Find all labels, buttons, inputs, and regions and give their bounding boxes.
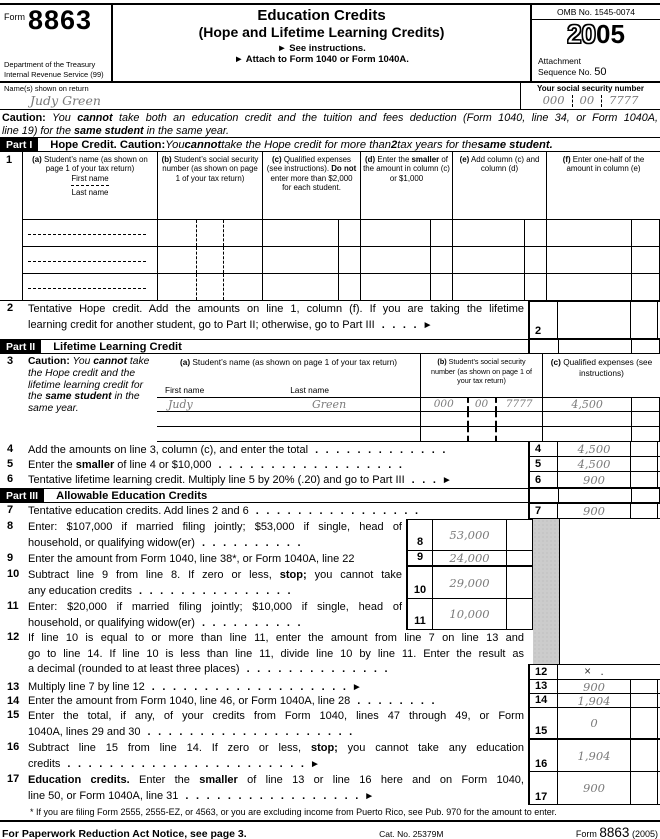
name-label: Name(s) shown on return bbox=[4, 84, 89, 93]
line-9-number: 9 bbox=[7, 552, 14, 564]
col-d-header: (d) Enter the smaller of the amount in column (c) or $1,000 bbox=[360, 152, 452, 220]
part1-bar bbox=[0, 137, 660, 152]
line-11-number: 11 bbox=[7, 600, 19, 612]
line-6-cents-box[interactable] bbox=[630, 472, 658, 487]
line-12-box-group bbox=[528, 664, 660, 680]
arrow-right-icon: ► bbox=[422, 319, 433, 331]
part3-bar-cells bbox=[528, 489, 660, 502]
name-fill-line bbox=[28, 261, 146, 262]
arrow-right-icon: ► bbox=[309, 758, 320, 770]
line-11-text: Enter: $20,000 if married filing jointly; $10,000 if single, head of household, or qualifying widow(er) . . . . . . . . . . bbox=[28, 601, 402, 629]
ssn-field[interactable] bbox=[420, 427, 542, 441]
line-13-box-number: 13 bbox=[528, 680, 558, 693]
tax-year bbox=[532, 20, 660, 48]
line-13-box-group bbox=[528, 680, 660, 694]
expenses-field[interactable]: 4,500 bbox=[571, 397, 603, 411]
paperwork-notice: For Paperwork Reduction Act Notice, see page 3. bbox=[2, 828, 247, 839]
line-8-cents-box[interactable] bbox=[506, 520, 533, 550]
line-10-box-number: 10 bbox=[406, 567, 433, 598]
part1-heading: Hope Credit. Caution: You cannot take the Hope credit for more than 2 tax years for the same student. bbox=[50, 138, 553, 151]
line-4-box-group bbox=[528, 442, 660, 457]
line-10-number: 10 bbox=[7, 568, 20, 580]
form-header bbox=[0, 3, 660, 83]
line-7-text: Tentative education credits. Add lines 2 and 6 . . . . . . . . . . . . . . . . bbox=[28, 505, 419, 517]
name-field[interactable]: Judy Green bbox=[30, 93, 101, 108]
cents-cell[interactable] bbox=[631, 427, 660, 441]
caution-line2: line 19) for the same student in the same year. bbox=[2, 125, 230, 137]
form-footer bbox=[0, 820, 660, 839]
tax-year-suffix: 05 bbox=[596, 19, 625, 49]
cents-cell[interactable] bbox=[631, 220, 660, 247]
half-e-cell[interactable] bbox=[546, 247, 631, 274]
line-17-text: Education credits. Enter the smaller of line 13 or line 16 here and on Form 1040, line 50, or Form 1040A, line 31 . . . . . . . . . . . . . . . . . ► bbox=[28, 774, 524, 802]
first-name-field[interactable] bbox=[157, 412, 302, 426]
p2-row-1 bbox=[157, 397, 660, 412]
cents-cell[interactable] bbox=[430, 247, 452, 274]
ssn-part1[interactable]: 000 bbox=[542, 93, 565, 107]
line-9-box-group bbox=[406, 551, 533, 567]
line-14-box-group bbox=[528, 694, 660, 708]
cents-cell[interactable] bbox=[338, 247, 360, 274]
dot-leader: . . . . . . . . . . . . . . . bbox=[138, 584, 291, 597]
line-15-amount-box[interactable]: 0 bbox=[590, 716, 598, 730]
expenses-field[interactable] bbox=[543, 412, 631, 426]
cents-cell[interactable] bbox=[524, 247, 546, 274]
cents-cell[interactable] bbox=[338, 274, 360, 301]
name-row bbox=[0, 83, 660, 110]
p2-col-b-header: (b) Student’s social security number (as shown on page 1 of your tax return) bbox=[420, 354, 542, 397]
dot-leader: . . . . . . . . . . . . . . . . . . bbox=[218, 459, 402, 471]
p2-col-a-header: (a) Student’s name (as shown on page 1 of your tax return) First name Last name bbox=[165, 357, 398, 396]
form-word: Form bbox=[4, 12, 25, 22]
line-17-box-group bbox=[528, 772, 660, 805]
omb-number: OMB No. 1545-0074 bbox=[532, 5, 660, 20]
cents-cell[interactable] bbox=[430, 220, 452, 247]
line-15-row bbox=[0, 708, 660, 740]
cents-cell[interactable] bbox=[338, 220, 360, 247]
line-11-amount-box[interactable]: 10,000 bbox=[449, 607, 490, 621]
line-2-amount-box[interactable] bbox=[558, 302, 630, 338]
line-4-box-number: 4 bbox=[528, 442, 558, 456]
line-10-cents-box[interactable] bbox=[506, 567, 533, 598]
qualified-expenses-cell[interactable] bbox=[262, 274, 338, 301]
line-11-box-group bbox=[406, 599, 533, 630]
line-3-number: 3 bbox=[7, 355, 14, 367]
line-14-cents-box[interactable] bbox=[630, 694, 658, 707]
line-10-amount-box[interactable]: 29,000 bbox=[449, 575, 490, 590]
line-8-text: Enter: $107,000 if married filing jointly; $53,000 if single, head of household, or qualifying widow(er) . . . . . . . . . . bbox=[28, 521, 402, 549]
student-ssn-cell[interactable] bbox=[157, 247, 262, 274]
line-6-amount-box[interactable]: 900 bbox=[583, 472, 605, 487]
line-8-number: 8 bbox=[7, 520, 14, 532]
name-fill-line bbox=[28, 234, 146, 235]
cents-cell[interactable] bbox=[524, 220, 546, 247]
smaller-amount-cell[interactable] bbox=[360, 274, 430, 301]
line-17-box-number: 17 bbox=[528, 772, 558, 804]
line-16-amount-box[interactable]: 1,904 bbox=[577, 748, 611, 763]
qualified-expenses-cell[interactable] bbox=[262, 247, 338, 274]
line-12-text: If line 10 is equal to or more than line 11, enter the amount from line 7 on line 13 and go to line 14. If line 10 is less than line 11, divide line 10 by line 11. Enter the result as a decimal (rounded to at least three places) . . . . . . . . . . . . . . bbox=[28, 632, 524, 675]
line-14-amount-box[interactable]: 1,904 bbox=[577, 693, 611, 708]
line-3-caution: Caution: You cannot take the Hope credit and the lifetime learning credit for the same student in the same year. bbox=[28, 356, 150, 415]
col-a-header: (a) Student’s name (as shown on page 1 of your tax return) First name Last name bbox=[22, 152, 157, 220]
line-13-number: 13 bbox=[7, 681, 20, 693]
line-12-row bbox=[0, 630, 660, 680]
line-6-box-number: 6 bbox=[528, 472, 558, 487]
ssn-label: Your social security number bbox=[537, 84, 644, 93]
part2-label: Part II bbox=[0, 340, 41, 353]
line-2-number: 2 bbox=[7, 302, 14, 314]
line-8-row bbox=[0, 519, 660, 551]
line-2-row bbox=[0, 301, 660, 339]
line-4-cents-box[interactable] bbox=[630, 442, 658, 456]
line-17-number: 17 bbox=[7, 773, 20, 785]
p2-row-3 bbox=[157, 426, 660, 441]
line-17-amount-box[interactable]: 900 bbox=[583, 781, 605, 795]
line-11-box-number: 11 bbox=[406, 599, 433, 629]
smaller-amount-cell[interactable] bbox=[360, 220, 430, 247]
line-7-box-group bbox=[528, 503, 660, 519]
form-subtitle: (Hope and Lifetime Learning Credits) bbox=[198, 24, 445, 41]
footer-form-id: Form 8863 (2005) bbox=[575, 825, 658, 839]
line-15-text: Enter the total, if any, of your credits from Form 1040, lines 47 through 49, or Form 1040A, lines 29 and 30 . . . . . . . . . . . . . . . . . . . . bbox=[28, 710, 524, 738]
ssn-field[interactable] bbox=[521, 93, 660, 109]
line-2-box-number: 2 bbox=[528, 302, 558, 338]
part1-label: Part I bbox=[0, 138, 38, 151]
sequence-number: 50 bbox=[594, 66, 607, 79]
dot-leader: . . . . . . . . bbox=[357, 695, 435, 707]
line-4-row bbox=[0, 442, 660, 457]
dot-leader: . . . . . . . . . . . . . . . . bbox=[255, 505, 419, 517]
puerto-rico-footnote: * If you are filing Form 2555, 2555-EZ, or 4563, or you are excluding income from Puerto Rico, see Pub. 970 for the amount to enter. bbox=[30, 807, 557, 817]
sum-cd-cell[interactable] bbox=[452, 220, 524, 247]
line-2-cents-box[interactable] bbox=[630, 302, 658, 338]
line-15-number: 15 bbox=[7, 709, 20, 721]
part3-label: Part III bbox=[0, 489, 44, 502]
dot-leader: . . . bbox=[411, 474, 436, 486]
part3-heading: Allowable Education Credits bbox=[56, 489, 208, 502]
cents-cell[interactable] bbox=[631, 274, 660, 301]
sequence-label: Sequence No. bbox=[538, 67, 592, 78]
line-6-text: Tentative lifetime learning credit. Multiply line 5 by 20% (.20) and go to Part III . . . ► bbox=[28, 474, 452, 486]
line-13-amount-box[interactable]: 900 bbox=[583, 679, 605, 694]
ssn-part3[interactable]: 7777 bbox=[609, 93, 639, 107]
line-15-box-number: 15 bbox=[528, 708, 558, 738]
line-5-number: 5 bbox=[7, 458, 14, 470]
smaller-amount-cell[interactable] bbox=[360, 247, 430, 274]
line-14-box-number: 14 bbox=[528, 694, 558, 707]
student-ssn-cell[interactable] bbox=[157, 220, 262, 247]
line-8-box-number: 8 bbox=[406, 520, 433, 550]
sum-cd-cell[interactable] bbox=[452, 247, 524, 274]
p2-col-c-header: (c) Qualified expenses (see instructions) bbox=[542, 354, 660, 397]
line-9-text: Enter the amount from Form 1040, line 38*, or Form 1040A, line 22 bbox=[28, 553, 355, 565]
line-15-box-group bbox=[528, 708, 660, 740]
dot-leader: . . . . . . . . . . . . . . . . . . . . bbox=[147, 725, 353, 738]
line-14-text: Enter the amount from Form 1040, line 46, or Form 1040A, line 28 . . . . . . . . bbox=[28, 695, 435, 707]
part2-bar bbox=[0, 339, 660, 354]
lifetime-learning-section bbox=[0, 354, 660, 442]
line-12-decimal-box[interactable]: × . bbox=[584, 666, 604, 678]
main-caution bbox=[0, 110, 660, 137]
line-5-text: Enter the smaller of line 4 or $10,000 . . . . . . . . . . . . . . . . . . bbox=[28, 459, 402, 471]
sum-cd-cell[interactable] bbox=[452, 274, 524, 301]
first-name-label: First name bbox=[71, 173, 109, 183]
line-15-cents-box[interactable] bbox=[630, 708, 658, 738]
student-ssn-cell[interactable] bbox=[157, 274, 262, 301]
last-name-label: Last name bbox=[71, 188, 109, 198]
student-name-cell[interactable] bbox=[22, 220, 157, 247]
line-5-cents-box[interactable] bbox=[630, 457, 658, 471]
line-10-box-group bbox=[406, 567, 533, 599]
line-16-cents-box[interactable] bbox=[630, 740, 658, 771]
shaded-column bbox=[533, 519, 560, 664]
expenses-field[interactable] bbox=[543, 427, 631, 441]
line-7-number: 7 bbox=[7, 504, 14, 516]
form-title-block bbox=[113, 5, 530, 81]
see-instructions-note: ► See instructions. bbox=[277, 43, 366, 55]
line-8-box-group bbox=[406, 519, 533, 551]
half-e-cell[interactable] bbox=[546, 220, 631, 247]
ssn-part2[interactable]: 00 bbox=[579, 93, 595, 107]
arrow-right-icon: ► bbox=[364, 790, 375, 802]
cents-cell[interactable] bbox=[430, 274, 452, 301]
first-name-label: First name bbox=[165, 385, 205, 396]
line-13-text: Multiply line 7 by line 12 . . . . . . . . . . . . . . . . . . . ► bbox=[28, 681, 362, 693]
ssn-field[interactable]: 000 00 7777 bbox=[420, 398, 542, 412]
attach-note: ► Attach to Form 1040 or Form 1040A. bbox=[234, 54, 409, 66]
line-9-box-number: 9 bbox=[406, 551, 433, 565]
line-17-cents-box[interactable] bbox=[630, 772, 658, 804]
dot-leader: . . . . . . . . . . . . . bbox=[315, 444, 446, 456]
col-b-header: (b) Student’s social security number (as shown on page 1 of your tax return) bbox=[157, 152, 262, 220]
part3-bar bbox=[0, 488, 660, 503]
line-5-row bbox=[0, 457, 660, 472]
line-5-box-number: 5 bbox=[528, 457, 558, 471]
student-name-cell[interactable] bbox=[22, 247, 157, 274]
arrow-right-icon: ► bbox=[441, 475, 452, 486]
hope-credit-table bbox=[0, 152, 660, 301]
line-7-amount-box[interactable]: 900 bbox=[583, 504, 605, 518]
dot-leader: . . . . . . . . . . . . . . bbox=[246, 663, 388, 675]
line-9-amount-box[interactable]: 24,000 bbox=[449, 551, 490, 565]
arrow-right-icon: ► bbox=[351, 682, 362, 693]
line-7-cents-box[interactable] bbox=[630, 504, 658, 518]
form-number: 8863 bbox=[28, 5, 93, 35]
student-name-cell[interactable] bbox=[22, 274, 157, 301]
lifetime-learning-table bbox=[157, 354, 660, 442]
line-13-row bbox=[0, 680, 660, 694]
qualified-expenses-cell[interactable] bbox=[262, 220, 338, 247]
cents-cell[interactable] bbox=[631, 398, 660, 412]
tax-year-prefix: 20 bbox=[567, 19, 596, 49]
col-c-header: (c) Qualified expenses (see instructions). Do not enter more than $2,000 for each student. bbox=[262, 152, 360, 220]
col-f-header: (f) Enter one-half of the amount in column (e) bbox=[546, 152, 660, 220]
ssn-separator bbox=[572, 95, 573, 107]
last-name-field[interactable]: Green bbox=[312, 397, 347, 411]
line-14-number: 14 bbox=[7, 695, 20, 707]
dot-leader: . . . . . . . . . . . . . . . . . . . bbox=[151, 681, 346, 693]
line-10-row bbox=[0, 567, 660, 599]
first-name-field[interactable] bbox=[157, 427, 302, 441]
line-12-box-number: 12 bbox=[528, 665, 558, 679]
cents-cell[interactable] bbox=[631, 247, 660, 274]
line1-number: 1 bbox=[0, 152, 22, 301]
dot-leader: . . . . . . . . . . . . . . . . . bbox=[185, 789, 359, 802]
ssn-box bbox=[520, 83, 660, 109]
line-11-row bbox=[0, 599, 660, 630]
line-9-cents-box[interactable] bbox=[506, 551, 533, 565]
form-number-block bbox=[0, 5, 113, 81]
department-line2: Internal Revenue Service (99) bbox=[4, 69, 104, 79]
line-4-text: Add the amounts on line 3, column (c), and enter the total . . . . . . . . . . . . . bbox=[28, 444, 446, 456]
line-7-row bbox=[0, 503, 660, 519]
line-16-row bbox=[0, 740, 660, 772]
phaseout-block bbox=[0, 519, 660, 680]
line-11-cents-box[interactable] bbox=[506, 599, 533, 629]
line-5-box-group bbox=[528, 457, 660, 472]
part2-heading: Lifetime Learning Credit bbox=[53, 340, 182, 353]
first-name-field[interactable]: Judy bbox=[168, 397, 193, 411]
omb-block bbox=[530, 5, 660, 81]
line-6-box-group bbox=[528, 472, 660, 488]
line-6-number: 6 bbox=[7, 473, 14, 485]
cents-cell[interactable] bbox=[631, 412, 660, 426]
half-e-cell[interactable] bbox=[546, 274, 631, 301]
dot-leader: . . . . . . . . . . bbox=[201, 536, 301, 549]
line-16-text: Subtract line 15 from line 14. If zero or less, stop; you cannot take any education credits . . . . . . . . . . . . . . . . . . . . . . . ► bbox=[28, 742, 524, 770]
form-title: Education Credits bbox=[257, 7, 386, 24]
line-5-amount-box[interactable]: 4,500 bbox=[577, 457, 611, 471]
line-2-text: Tentative Hope credit. Add the amounts on line 1, column (f). If you are taking the lifetime learning credit for another student, go to Part II; otherwise, go to Part III . . . . ► bbox=[28, 303, 524, 331]
line-14-row bbox=[0, 694, 660, 708]
p2-row-2 bbox=[157, 411, 660, 426]
name-divider-dash bbox=[71, 185, 109, 186]
dot-leader: . . . . . . . . . . . . . . . . . . . . . . . bbox=[67, 757, 304, 770]
dot-leader: . . . . . . . . . . bbox=[201, 616, 301, 629]
line-8-amount-box[interactable]: 53,000 bbox=[449, 528, 490, 542]
col-e-header: (e) Add column (c) and column (d) bbox=[452, 152, 546, 220]
last-name-field[interactable] bbox=[302, 412, 420, 426]
caution-line1: Caution: You cannot take both an education credit and the tuition and fees deduction (Form 1040, line 34, or Form 1040A, bbox=[2, 112, 658, 124]
line-4-number: 4 bbox=[7, 443, 14, 455]
line-4-amount-box[interactable]: 4,500 bbox=[577, 442, 611, 456]
catalog-number: Cat. No. 25379M bbox=[379, 829, 444, 839]
line-13-cents-box[interactable] bbox=[630, 680, 658, 693]
last-name-field[interactable] bbox=[302, 427, 420, 441]
line-10-text: Subtract line 9 from line 8. If zero or less, stop; you cannot take any education credits . . . . . . . . . . . . . . . bbox=[28, 569, 402, 597]
last-name-label: Last name bbox=[290, 385, 329, 396]
cents-cell[interactable] bbox=[524, 274, 546, 301]
line-12-number: 12 bbox=[7, 631, 20, 643]
ssn-separator bbox=[601, 95, 602, 107]
line-16-box-group bbox=[528, 740, 660, 772]
ssn-field[interactable] bbox=[420, 412, 542, 426]
line-16-number: 16 bbox=[7, 741, 20, 753]
dot-leader: . . . . bbox=[381, 318, 417, 331]
name-fill-line bbox=[28, 288, 146, 289]
line-17-row bbox=[0, 772, 660, 805]
line-6-row bbox=[0, 472, 660, 488]
part2-bar-cells bbox=[528, 340, 660, 353]
line-2-box-group bbox=[528, 301, 660, 339]
department-line1: Department of the Treasury bbox=[4, 60, 96, 70]
attachment-label: Attachment bbox=[538, 55, 581, 66]
line-9-row bbox=[0, 551, 660, 567]
line-7-box-number: 7 bbox=[528, 504, 558, 518]
line-16-box-number: 16 bbox=[528, 740, 558, 771]
